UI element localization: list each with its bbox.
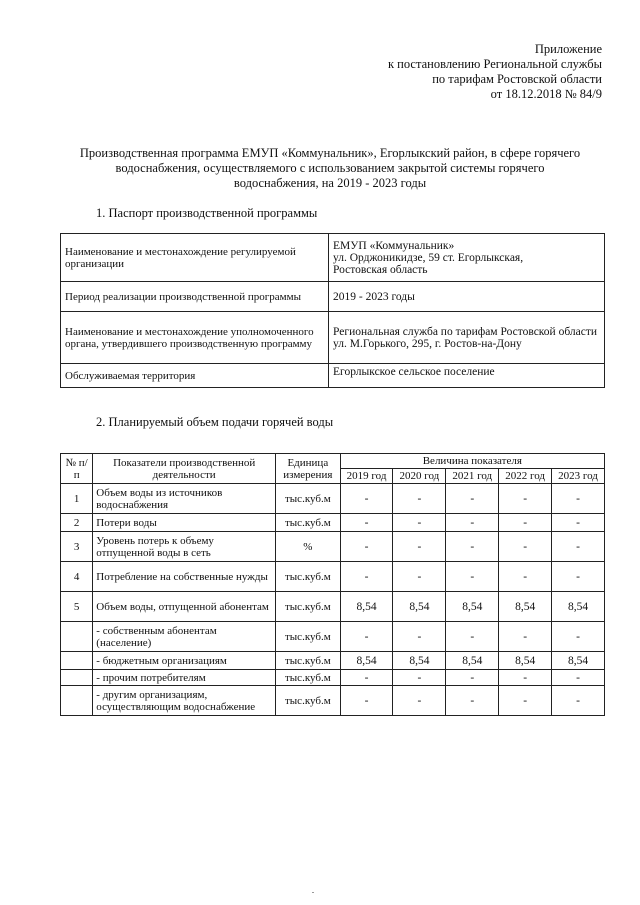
passport-label: Обслуживаемая территория: [61, 364, 329, 388]
row-value: -: [446, 686, 499, 716]
passport-value-line: Региональная служба по тарифам Ростовской области: [333, 325, 598, 338]
passport-value-line: Ростовская область: [333, 263, 428, 276]
passport-label: Период реализации производственной программы: [61, 282, 329, 312]
table-row: [61, 652, 605, 670]
table-row: [61, 562, 605, 592]
row-value: -: [552, 484, 605, 514]
row-value: -: [340, 562, 393, 592]
scan-mark: [312, 892, 314, 893]
row-indicator: - другим организациям, осуществляющим водоснабжение: [93, 686, 276, 716]
row-indicator: - собственным абонентам (население): [93, 622, 276, 652]
row-indicator: Объем воды из источников водоснабжения: [93, 484, 276, 514]
row-value: 8,54: [446, 652, 499, 670]
header-row: [61, 454, 605, 469]
row-value: 8,54: [446, 592, 499, 622]
col-header-year: 2019 год: [340, 469, 393, 484]
row-value: -: [499, 514, 552, 532]
passport-label: Наименование и местонахождение уполномоченного органа, утвердившего производственную программу: [61, 312, 329, 364]
row-value: -: [393, 686, 446, 716]
passport-value: [329, 364, 605, 388]
document-title: [60, 146, 600, 191]
row-value: -: [552, 670, 605, 686]
row-value: -: [446, 562, 499, 592]
table-row: [61, 592, 605, 622]
row-value: -: [499, 670, 552, 686]
appendix-block: [388, 42, 602, 102]
row-num: [61, 670, 93, 686]
row-value: 8,54: [552, 652, 605, 670]
row-unit: тыс.куб.м: [276, 514, 341, 532]
table-row: [61, 670, 605, 686]
row-unit: тыс.куб.м: [276, 484, 341, 514]
row-value: -: [340, 532, 393, 562]
title-line: водоснабжения, осуществляемого с использованием закрытой системы горячего: [115, 161, 545, 175]
passport-value: [329, 282, 605, 312]
appendix-date: от 18.12.2018 № 84/9: [490, 87, 602, 101]
col-header-num: № п/п: [61, 454, 93, 484]
row-value: -: [340, 686, 393, 716]
row-value: -: [499, 484, 552, 514]
table-row: [61, 532, 605, 562]
row-unit: тыс.куб.м: [276, 562, 341, 592]
row-value: -: [393, 514, 446, 532]
row-indicator: Потери воды: [93, 514, 276, 532]
row-value: -: [393, 562, 446, 592]
row-value: 8,54: [499, 652, 552, 670]
row-indicator: Уровень потерь к объему отпущенной воды в сеть: [93, 532, 276, 562]
appendix-line: к постановлению Региональной службы: [387, 57, 602, 71]
title-line: Производственная программа ЕМУП «Коммунальник», Егорлыкский район, в сфере горячего: [79, 146, 581, 160]
row-value: -: [446, 484, 499, 514]
passport-label: Наименование и местонахождение регулируемой организации: [61, 234, 329, 282]
passport-value-line: ул. М.Горького, 295, г. Ростов-на-Дону: [333, 337, 522, 350]
row-value: -: [552, 532, 605, 562]
row-unit: тыс.куб.м: [276, 622, 341, 652]
table-row: [61, 484, 605, 514]
passport-row: [61, 312, 605, 364]
row-value: 8,54: [393, 592, 446, 622]
row-value: 8,54: [393, 652, 446, 670]
row-value: 8,54: [340, 592, 393, 622]
col-header-year: 2022 год: [499, 469, 552, 484]
row-indicator: Потребление на собственные нужды: [93, 562, 276, 592]
row-unit: тыс.куб.м: [276, 670, 341, 686]
section-1-heading: 1. Паспорт производственной программы: [96, 206, 318, 220]
passport-value-line: ул. Орджоникидзе, 59 ст. Егорлыкская,: [333, 251, 524, 264]
col-header-value-group: Величина показателя: [340, 454, 604, 469]
row-value: -: [393, 484, 446, 514]
table-row: [61, 514, 605, 532]
appendix-line: по тарифам Ростовской области: [432, 72, 602, 86]
passport-row: [61, 234, 605, 282]
row-num: 2: [61, 514, 93, 532]
title-line: водоснабжения, на 2019 - 2023 годы: [233, 176, 427, 190]
row-value: -: [552, 562, 605, 592]
row-unit: тыс.куб.м: [276, 652, 341, 670]
row-value: -: [446, 670, 499, 686]
row-num: [61, 686, 93, 716]
row-value: 8,54: [340, 652, 393, 670]
col-header-indicator: Показатели производственной деятельности: [93, 454, 276, 484]
table-row: [61, 686, 605, 716]
row-num: 1: [61, 484, 93, 514]
row-unit: тыс.куб.м: [276, 686, 341, 716]
row-num: [61, 622, 93, 652]
row-value: 8,54: [552, 592, 605, 622]
row-num: 3: [61, 532, 93, 562]
row-value: 8,54: [499, 592, 552, 622]
passport-value: [329, 234, 605, 282]
row-num: 5: [61, 592, 93, 622]
row-value: -: [340, 670, 393, 686]
row-value: -: [552, 622, 605, 652]
row-indicator: - бюджетным организациям: [93, 652, 276, 670]
row-value: -: [499, 622, 552, 652]
row-num: [61, 652, 93, 670]
row-value: -: [552, 686, 605, 716]
passport-value-line: 2019 - 2023 годы: [333, 290, 415, 303]
row-unit: %: [276, 532, 341, 562]
row-value: -: [446, 532, 499, 562]
row-indicator: - прочим потребителям: [93, 670, 276, 686]
col-header-year: 2023 год: [552, 469, 605, 484]
passport-row: [61, 364, 605, 388]
table-row: [61, 622, 605, 652]
col-header-year: 2020 год: [393, 469, 446, 484]
row-indicator: Объем воды, отпущенной абонентам: [93, 592, 276, 622]
row-unit: тыс.куб.м: [276, 592, 341, 622]
row-value: -: [499, 686, 552, 716]
passport-table: [60, 233, 605, 388]
passport-value: [329, 312, 605, 364]
row-value: -: [499, 562, 552, 592]
row-value: -: [393, 532, 446, 562]
row-value: -: [340, 484, 393, 514]
section-2-heading: 2. Планируемый объем подачи горячей воды: [96, 415, 334, 429]
volume-table: [60, 453, 605, 716]
col-header-unit: Единица измерения: [276, 454, 341, 484]
row-value: -: [340, 514, 393, 532]
row-value: -: [393, 670, 446, 686]
col-header-year: 2021 год: [446, 469, 499, 484]
row-value: -: [446, 622, 499, 652]
row-num: 4: [61, 562, 93, 592]
row-value: -: [446, 514, 499, 532]
appendix-title: Приложение: [534, 42, 602, 56]
passport-value-line: ЕМУП «Коммунальник»: [333, 239, 455, 252]
row-value: -: [340, 622, 393, 652]
passport-value-line: Егорлыкское сельское поселение: [333, 366, 495, 378]
passport-row: [61, 282, 605, 312]
row-value: -: [499, 532, 552, 562]
row-value: -: [393, 622, 446, 652]
row-value: -: [552, 514, 605, 532]
